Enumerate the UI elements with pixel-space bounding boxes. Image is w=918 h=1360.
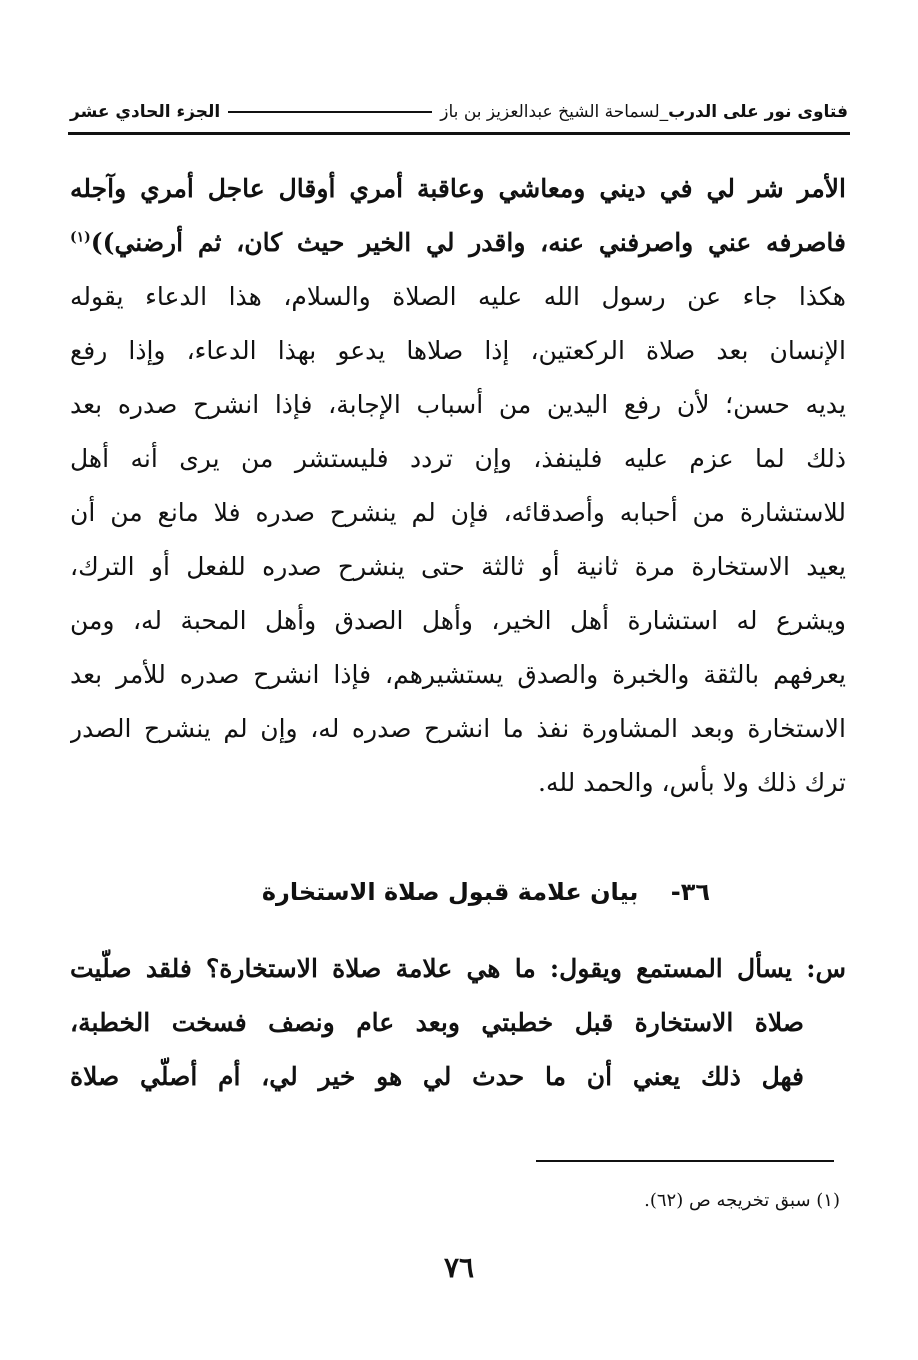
- header-dash: [228, 111, 432, 113]
- author-name: لسماحة الشيخ عبدالعزيز بن باز: [440, 102, 660, 122]
- body-line: يعيد الاستخارة مرة ثانية أو ثالثة حتى ينشرح صدره للفعل أو الترك،: [70, 552, 846, 581]
- dua-line: الأمر شر لي في ديني ومعاشي وعاقبة أمري أوقال عاجل أمري وآجله: [70, 174, 846, 203]
- header-rule: [68, 132, 850, 135]
- body-line: للاستشارة من أحبابه وأصدقائه، فإن لم ينشرح صدره فلا مانع من أن: [70, 498, 846, 527]
- dua-line-with-ref: [70, 216, 846, 270]
- question-line: فهل ذلك يعني أن ما حدث لي هو خير لي، أم أصلّي صلاة: [70, 1062, 804, 1091]
- header-separator: _: [659, 102, 669, 122]
- body-line: الاستخارة وبعد المشاورة نفذ ما انشرح صدره له، وإن لم ينشرح الصدر: [70, 714, 846, 743]
- body-line: ترك ذلك ولا بأس، والحمد لله.: [538, 768, 846, 797]
- section-heading: [70, 868, 710, 916]
- page-number: ٧٦: [443, 1251, 475, 1284]
- body-line: ويشرع له استشارة أهل الخير، وأهل الصدق وأهل المحبة له، ومن: [70, 606, 846, 635]
- body-line: الإنسان بعد صلاة الركعتين، إذا صلاها يدعو بهذا الدعاء، وإذا رفع: [70, 336, 846, 365]
- body-line: يعرفهم بالثقة والخبرة والصدق يستشيرهم، فإذا انشرح صدره للأمر بعد: [70, 660, 846, 689]
- running-header: [70, 92, 848, 132]
- series-title: فتاوى نور على الدرب: [668, 102, 848, 122]
- continued-paragraph: [70, 162, 846, 810]
- volume-label: الجزء الحادي عشر: [70, 102, 221, 122]
- footnote-rule: [536, 1160, 834, 1162]
- question-line: صلاة الاستخارة قبل خطبتي وبعد عام ونصف فسخت الخطبة،: [70, 1008, 804, 1037]
- body-line: ذلك لما عزم عليه فلينفذ، وإن تردد فليستشر من يرى أنه أهل: [70, 444, 846, 473]
- question-line: س: يسأل المستمع ويقول: ما هي علامة صلاة الاستخارة؟ فلقد صلّيت: [70, 954, 846, 983]
- footnote-reference: (١): [70, 229, 91, 246]
- footnote: (١) سبق تخريجه ص (٦٢).: [644, 1190, 840, 1211]
- section-number: ٣٦-: [670, 878, 710, 906]
- dua-line-text: فاصرفه عني واصرفني عنه، واقدر لي الخير حيث كان، ثم أرضني)): [90, 228, 846, 257]
- question-paragraph: [70, 942, 846, 1104]
- body-line: يديه حسن؛ لأن رفع اليدين من أسباب الإجابة، فإذا انشرح صدره بعد: [70, 390, 846, 419]
- section-title: بيان علامة قبول صلاة الاستخارة: [261, 878, 639, 906]
- body-line: هكذا جاء عن رسول الله عليه الصلاة والسلام، هذا الدعاء يقوله: [70, 282, 846, 311]
